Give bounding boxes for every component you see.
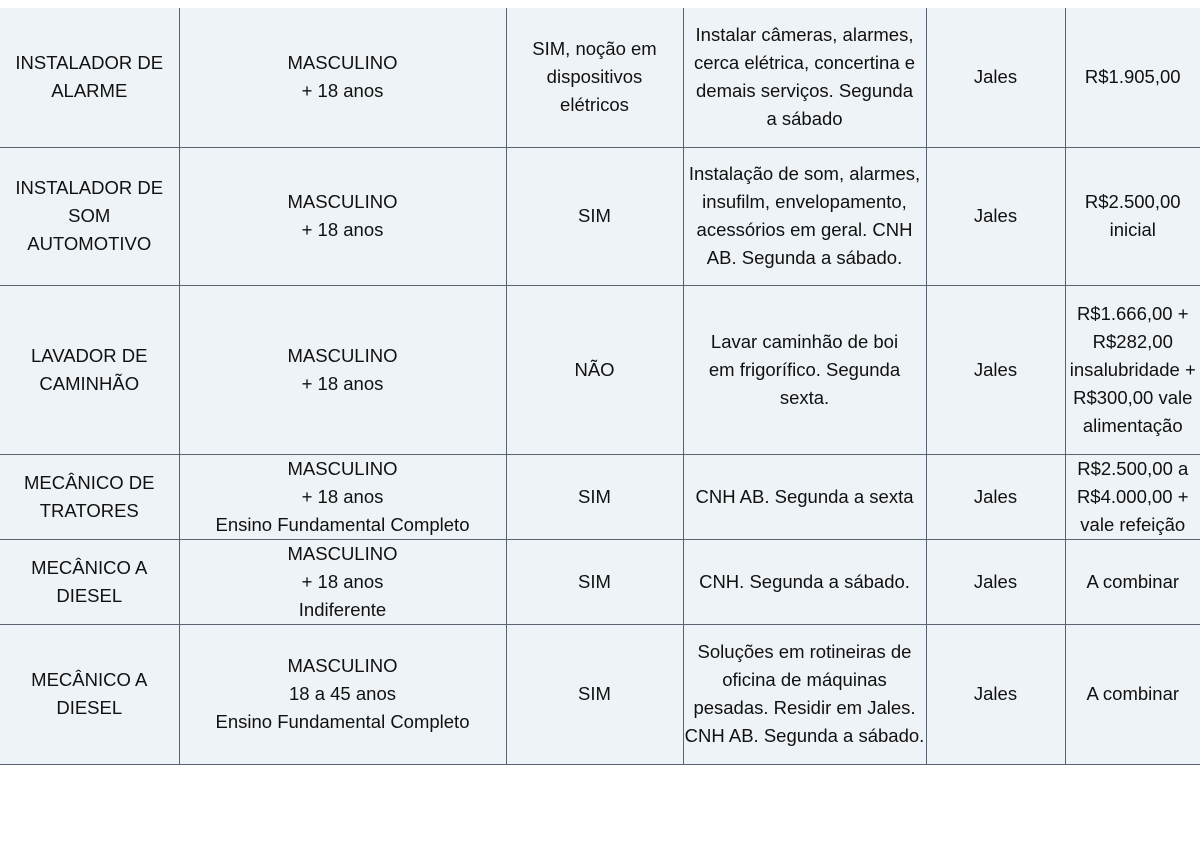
city-cell: Jales <box>926 147 1065 285</box>
table-row <box>0 454 1200 539</box>
profile-gender: MASCULINO <box>287 52 398 74</box>
salary-cell: R$1.666,00 + R$282,00 insalubridade + R$300,00 vale alimentação <box>1065 285 1200 454</box>
profile-age: + 18 anos <box>301 219 384 240</box>
city-cell: Jales <box>926 285 1065 454</box>
salary-cell: R$2.500,00 inicial <box>1065 147 1200 285</box>
experience-cell: SIM <box>506 147 683 285</box>
activities-cell: Soluções em rotineiras de oficina de máquinas pesadas. Residir em Jales. CNH AB. Segunda a sábado. <box>683 624 926 764</box>
experience-cell: SIM <box>506 624 683 764</box>
profile-cell <box>179 8 506 147</box>
profile-cell <box>179 624 506 764</box>
experience-cell: SIM <box>506 454 683 539</box>
activities-cell: Instalar câmeras, alarmes, cerca elétrica, concertina e demais serviços. Segunda a sábado <box>683 8 926 147</box>
job-title-cell: INSTALADOR DE ALARME <box>0 8 179 147</box>
profile-gender: MASCULINO <box>287 457 398 479</box>
table-row <box>0 539 1200 624</box>
city-cell: Jales <box>926 8 1065 147</box>
experience-cell: SIM <box>506 539 683 624</box>
job-title-cell: MECÂNICO DE TRATORES <box>0 454 179 539</box>
job-title-cell: MECÂNICO A DIESEL <box>0 624 179 764</box>
profile-education: Indiferente <box>298 598 387 620</box>
salary-cell: A combinar <box>1065 539 1200 624</box>
city-cell: Jales <box>926 539 1065 624</box>
job-title-cell: LAVADOR DE CAMINHÃO <box>0 285 179 454</box>
job-title-cell: INSTALADOR DE SOM AUTOMOTIVO <box>0 147 179 285</box>
profile-gender: MASCULINO <box>287 344 398 366</box>
table-row <box>0 285 1200 454</box>
profile-cell <box>179 285 506 454</box>
profile-age: + 18 anos <box>301 80 384 102</box>
profile-gender: MASCULINO <box>287 655 398 676</box>
activities-cell: Instalação de som, alarmes, insufilm, envelopamento, acessórios em geral. CNH AB. Segunda a sábado. <box>683 147 926 285</box>
salary-cell: R$1.905,00 <box>1065 8 1200 147</box>
profile-age: + 18 anos <box>301 485 384 507</box>
profile-education: Ensino Fundamental Completo <box>215 711 470 732</box>
activities-cell: CNH. Segunda a sábado. <box>683 539 926 624</box>
profile-age: + 18 anos <box>301 570 384 592</box>
experience-cell: SIM, noção em dispositivos elétricos <box>506 8 683 147</box>
profile-cell <box>179 454 506 539</box>
table-row <box>0 8 1200 147</box>
activities-cell: CNH AB. Segunda a sexta <box>683 454 926 539</box>
city-cell: Jales <box>926 624 1065 764</box>
profile-cell <box>179 539 506 624</box>
job-listing-sheet <box>0 8 1200 765</box>
table-row <box>0 624 1200 764</box>
profile-gender: MASCULINO <box>287 542 398 564</box>
profile-education: Ensino Fundamental Completo <box>215 513 470 535</box>
profile-age: + 18 anos <box>301 372 384 394</box>
profile-gender: MASCULINO <box>287 191 398 212</box>
activities-cell: Lavar caminhão de boi em frigorífico. Segunda sexta. <box>683 285 926 454</box>
salary-cell: R$2.500,00 a R$4.000,00 + vale refeição <box>1065 454 1200 539</box>
city-cell: Jales <box>926 454 1065 539</box>
job-title-cell: MECÂNICO A DIESEL <box>0 539 179 624</box>
profile-cell <box>179 147 506 285</box>
salary-cell: A combinar <box>1065 624 1200 764</box>
table-row <box>0 147 1200 285</box>
profile-age: 18 a 45 anos <box>289 683 396 704</box>
job-openings-table <box>0 8 1200 765</box>
experience-cell: NÃO <box>506 285 683 454</box>
